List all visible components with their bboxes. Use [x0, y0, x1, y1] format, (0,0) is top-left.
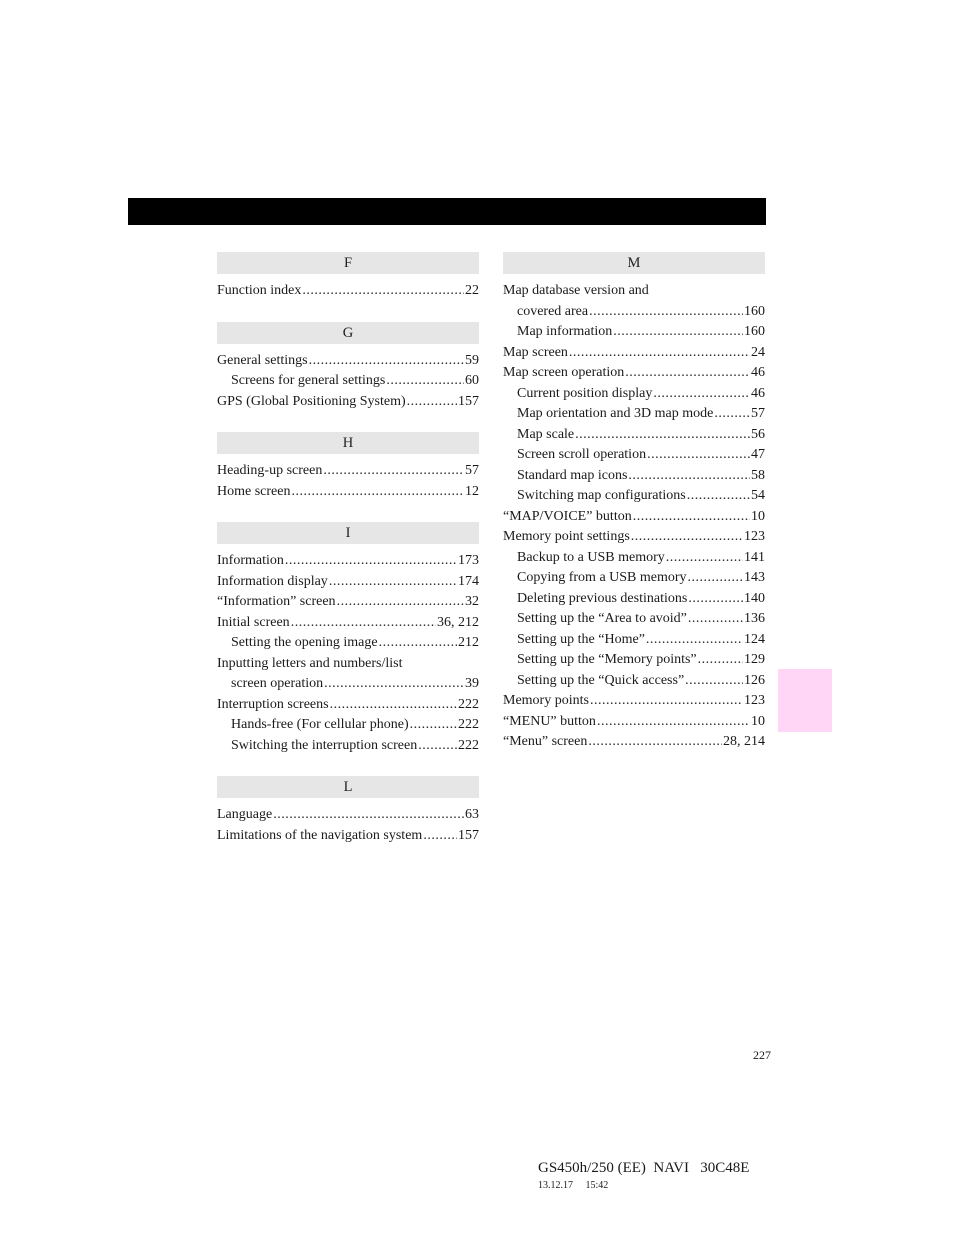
- index-entry-page: 56: [751, 426, 765, 442]
- index-entry-page: 174: [458, 573, 479, 589]
- index-entry: [503, 671, 765, 692]
- index-entry: [217, 482, 479, 503]
- top-black-bar: [128, 198, 766, 225]
- index-entry: [217, 695, 479, 716]
- index-entry: [217, 551, 479, 572]
- dot-leader: [633, 507, 750, 528]
- index-entry-page: 143: [744, 570, 765, 585]
- index-entry-page: 160: [744, 324, 765, 339]
- dot-leader: [379, 633, 457, 654]
- index-entry: [503, 343, 765, 364]
- index-entry-text: Map orientation and 3D map mode: [517, 406, 714, 421]
- dot-leader: [575, 425, 750, 446]
- index-entry: [503, 281, 765, 302]
- index-entry-text: Map information: [517, 324, 613, 339]
- index-entry-text: Current position display: [517, 385, 653, 401]
- index-entry-list: [217, 544, 479, 756]
- index-entry: [217, 826, 479, 847]
- index-entry-list: [217, 454, 479, 502]
- index-entry-page: 24: [751, 344, 765, 360]
- index-entry: [217, 592, 479, 613]
- index-thumb-tab: [778, 669, 832, 732]
- dot-leader: [631, 527, 743, 548]
- index-section-f: [217, 252, 479, 322]
- index-entry: [503, 466, 765, 487]
- footer-timestamp: 13.12.17 15:42: [538, 1180, 609, 1191]
- index-entry: [503, 712, 765, 733]
- index-entry-page: 160: [744, 303, 765, 319]
- index-entry-text: Setting up the “Home”: [517, 631, 645, 647]
- dot-leader: [688, 568, 743, 589]
- index-entry: [217, 572, 479, 593]
- dot-leader: [291, 482, 464, 503]
- index-section-m: [503, 252, 765, 753]
- index-entry-page: 57: [465, 463, 479, 478]
- dot-leader: [291, 613, 436, 634]
- index-section-h: [217, 432, 479, 522]
- dot-leader: [588, 732, 722, 753]
- index-entry: [503, 425, 765, 446]
- index-entry-text: screen operation: [231, 676, 324, 691]
- index-entry: [503, 507, 765, 528]
- index-section-g: [217, 322, 479, 433]
- index-entry-text: Inputting letters and numbers/list: [217, 655, 403, 671]
- index-entry-page: 54: [751, 488, 765, 503]
- index-entry-text: Setting up the “Quick access”: [517, 672, 685, 688]
- index-entry: [217, 674, 479, 695]
- dot-leader: [386, 371, 464, 392]
- index-entry-page: 141: [744, 549, 765, 565]
- section-gap: [217, 302, 479, 322]
- index-entry-text: Function index: [217, 283, 302, 298]
- index-entry-text: Standard map icons: [517, 467, 628, 483]
- dot-leader: [613, 322, 743, 343]
- dot-leader: [330, 695, 457, 716]
- index-entry-text: Screens for general settings: [231, 373, 386, 388]
- index-entry-text: Switching the interruption screen: [231, 737, 418, 753]
- index-entry: [503, 548, 765, 569]
- index-entry-page: 10: [751, 713, 765, 729]
- index-entry-text: Limitations of the navigation system: [217, 827, 423, 843]
- index-entry-page: 47: [751, 447, 765, 462]
- index-entry-text: Information: [217, 553, 284, 568]
- index-entry: [217, 371, 479, 392]
- index-entry: [217, 715, 479, 736]
- index-entry-page: 46: [751, 365, 765, 380]
- index-entry: [503, 527, 765, 548]
- index-entry-page: 22: [465, 283, 479, 298]
- section-gap: [217, 502, 479, 522]
- dot-leader: [324, 674, 464, 695]
- index-entry: [503, 445, 765, 466]
- index-entry: [217, 805, 479, 826]
- dot-leader: [687, 486, 750, 507]
- index-entry: [503, 589, 765, 610]
- index-entry-page: 58: [751, 467, 765, 483]
- section-letter-header: F: [217, 252, 479, 274]
- index-entry-page: 222: [458, 696, 479, 712]
- dot-leader: [407, 392, 457, 413]
- section-letter-header: L: [217, 776, 479, 798]
- index-entry-page: 222: [458, 737, 479, 753]
- index-entry-text: Language: [217, 807, 273, 822]
- dot-leader: [646, 630, 743, 651]
- index-entry-page: 57: [751, 406, 765, 421]
- index-entry-text: Map scale: [517, 426, 575, 442]
- index-entry-text: Memory points: [503, 693, 589, 708]
- index-entry-page: 63: [465, 807, 479, 822]
- index-entry-text: Map screen operation: [503, 365, 625, 380]
- index-entry-page: 129: [744, 652, 765, 667]
- index-entry-page: 222: [458, 717, 479, 732]
- index-column-left: [217, 252, 479, 846]
- index-entry-page: 46: [751, 385, 765, 401]
- index-entry-list: [217, 798, 479, 846]
- dot-leader: [590, 691, 743, 712]
- section-letter-header: M: [503, 252, 765, 274]
- dot-leader: [323, 461, 464, 482]
- section-letter-header: G: [217, 322, 479, 344]
- index-entry: [217, 613, 479, 634]
- index-entry-page: 28, 214: [723, 734, 765, 749]
- index-entry-text: General settings: [217, 352, 308, 368]
- index-entry-page: 173: [458, 553, 479, 568]
- index-entry-page: 123: [744, 693, 765, 708]
- index-entry: [217, 633, 479, 654]
- dot-leader: [647, 445, 750, 466]
- section-gap: [217, 756, 479, 776]
- index-entry-text: Setting up the “Memory points”: [517, 652, 697, 667]
- index-column-right: [503, 252, 765, 753]
- index-entry-page: 212: [458, 635, 479, 650]
- index-entry: [503, 404, 765, 425]
- index-entry-page: 39: [465, 676, 479, 691]
- index-entry: [503, 691, 765, 712]
- index-entry-text: Heading-up screen: [217, 463, 323, 478]
- index-entry-text: Setting up the “Area to avoid”: [517, 611, 687, 626]
- index-entry-text: covered area: [517, 303, 589, 319]
- index-entry-text: Deleting previous destinations: [517, 590, 688, 606]
- index-entry-page: 126: [744, 672, 765, 688]
- index-entry: [217, 654, 479, 675]
- index-entry-text: Map screen: [503, 344, 568, 360]
- index-entry-page: 136: [744, 611, 765, 626]
- dot-leader: [337, 592, 464, 613]
- dot-leader: [423, 826, 457, 847]
- index-entry: [503, 732, 765, 753]
- index-entry-page: 59: [465, 352, 479, 368]
- dot-leader: [628, 466, 750, 487]
- dot-leader: [418, 736, 457, 757]
- index-entry-text: Hands-free (For cellular phone): [231, 717, 409, 732]
- index-entry-page: 36, 212: [437, 614, 479, 630]
- index-entry: [217, 736, 479, 757]
- dot-leader: [273, 805, 464, 826]
- dot-leader: [589, 302, 743, 323]
- index-entry-text: Information display: [217, 573, 328, 589]
- dot-leader: [569, 343, 750, 364]
- index-entry: [217, 351, 479, 372]
- index-entry: [503, 650, 765, 671]
- section-gap: [217, 412, 479, 432]
- index-entry-text: Map database version and: [503, 283, 649, 298]
- index-entry-text: Switching map configurations: [517, 488, 686, 503]
- index-entry-text: Backup to a USB memory: [517, 549, 665, 565]
- dot-leader: [625, 363, 750, 384]
- dot-leader: [714, 404, 750, 425]
- index-entry: [503, 630, 765, 651]
- index-entry-text: “Menu” screen: [503, 734, 588, 749]
- index-entry-list: [217, 344, 479, 413]
- dot-leader: [685, 671, 743, 692]
- index-entry: [503, 486, 765, 507]
- dot-leader: [597, 712, 750, 733]
- index-entry-page: 32: [465, 594, 479, 609]
- index-entry-text: Memory point settings: [503, 529, 630, 544]
- dot-leader: [688, 589, 743, 610]
- page-number: 227: [753, 1048, 771, 1062]
- index-entry-text: GPS (Global Positioning System): [217, 393, 406, 409]
- index-section-i: [217, 522, 479, 776]
- index-entry-text: Interruption screens: [217, 696, 329, 712]
- index-entry: [503, 609, 765, 630]
- index-entry: [503, 302, 765, 323]
- index-entry-text: “Information” screen: [217, 594, 336, 609]
- index-section-l: [217, 776, 479, 846]
- index-entry-page: 123: [744, 529, 765, 544]
- index-entry: [503, 384, 765, 405]
- index-entry-page: 157: [458, 393, 479, 409]
- index-entry-text: Initial screen: [217, 614, 290, 630]
- index-entry: [503, 568, 765, 589]
- index-entry: [503, 363, 765, 384]
- index-entry-page: 157: [458, 827, 479, 843]
- dot-leader: [285, 551, 457, 572]
- index-entry-text: Screen scroll operation: [517, 447, 647, 462]
- index-entry-text: Copying from a USB memory: [517, 570, 687, 585]
- dot-leader: [688, 609, 743, 630]
- index-entry: [217, 461, 479, 482]
- dot-leader: [309, 351, 464, 372]
- index-entry: [503, 322, 765, 343]
- index-entry-page: 60: [465, 373, 479, 388]
- index-entry-text: Home screen: [217, 483, 291, 499]
- section-letter-header: I: [217, 522, 479, 544]
- index-entry: [217, 281, 479, 302]
- footer-model-code: GS450h/250 (EE) NAVI 30C48E: [538, 1160, 750, 1176]
- dot-leader: [666, 548, 743, 569]
- index-entry-list: [503, 274, 765, 753]
- dot-leader: [302, 281, 464, 302]
- index-entry-list: [217, 274, 479, 302]
- index-entry-text: Setting the opening image: [231, 635, 378, 650]
- index-entry-text: “MENU” button: [503, 713, 596, 729]
- section-letter-header: H: [217, 432, 479, 454]
- index-entry: [217, 392, 479, 413]
- index-entry-page: 124: [744, 631, 765, 647]
- index-entry-text: “MAP/VOICE” button: [503, 508, 632, 524]
- dot-leader: [410, 715, 457, 736]
- index-entry-page: 10: [751, 508, 765, 524]
- dot-leader: [653, 384, 750, 405]
- dot-leader: [329, 572, 457, 593]
- index-entry-page: 12: [465, 483, 479, 499]
- dot-leader: [698, 650, 743, 671]
- index-entry-page: 140: [744, 590, 765, 606]
